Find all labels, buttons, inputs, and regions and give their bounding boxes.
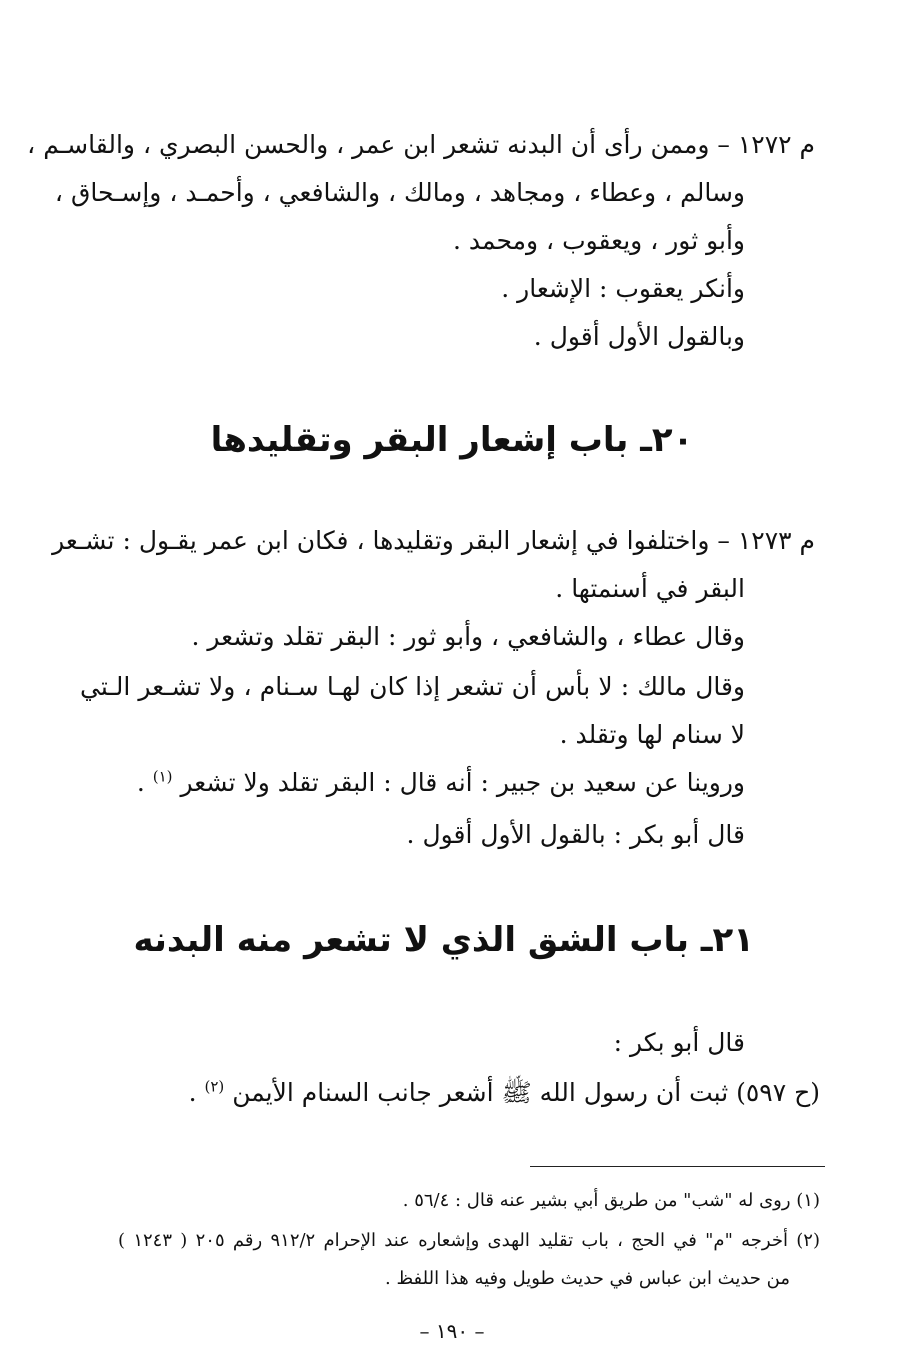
abu-bakr-intro: قال أبو بكر : [613,1028,745,1057]
masala-1273-line-1: م ١٢٧٣ – واختلفوا في إشعار البقر وتقليدها ، فكان ابن عمر يقـول : تشـعر [52,526,815,555]
footnote-2-line-1: (٢) أخرجه "م" في الحج ، باب تقليد الهدى وإشعاره عند الإحرام ٩١٢/٢ رقم ٢٠٥ ( ١٢٤٣ ) [118,1230,820,1251]
masala-1272-line-3: وأبو ثور ، ويعقوب ، ومحمد . [453,226,745,255]
masala-1273-line-2: البقر في أسنمتها . [555,574,745,603]
masala-1272-line-4: وأنكر يعقوب : الإشعار . [501,274,745,303]
masala-1273-line-5: لا سنام لها وتقلد . [559,720,745,749]
masala-1273-line-3: وقال عطاء ، والشافعي ، وأبو ثور : البقر تقلد وتشعر . [191,622,745,651]
footnote-2-line-2: من حديث ابن عباس في حديث طويل وفيه هذا اللفظ . [385,1268,790,1289]
footnote-separator [530,1166,825,1167]
hadith-597 [100,1076,820,1110]
masala-1273-line-4: وقال مالك : لا بأس أن تشعر إذا كان لهـا سـنام ، ولا تشـعر الـتي [80,672,745,701]
hadith-597-text: (ح ٥٩٧) ثبت أن رسول الله ﷺ أشعر جانب السنام الأيمن [232,1078,820,1107]
footnote-ref-1: (١) [152,767,173,786]
masala-1272-line-1: م ١٢٧٢ – وممن رأى أن البدنه تشعر ابن عمر ، والحسن البصري ، والقاسـم ، [27,130,815,159]
chapter-heading-21: ٢١ـ باب الشق الذي لا تشعر منه البدنه [133,920,754,960]
footnote-ref-2: (٢) [204,1077,225,1096]
masala-1273-line-6 [100,766,745,800]
chapter-heading-20: ٢٠ـ باب إشعار البقر وتقليدها [210,420,694,460]
masala-1272-line-5: وبالقول الأول أقول . [533,322,745,351]
line-end-period: . [136,768,145,797]
page-number: – ١٩٠ – [419,1319,485,1343]
footnote-1: (١) روى له "شب" من طريق أبي بشير عنه قال : ٥٦/٤ . [402,1190,820,1211]
masala-1272-line-2: وسالم ، وعطاء ، ومجاهد ، ومالك ، والشافعي ، وأحمـد ، وإسـحاق ، [54,178,745,207]
line-end-period: . [188,1078,197,1107]
masala-1273-line-6-text: وروينا عن سعيد بن جبير : أنه قال : البقر تقلد ولا تشعر [180,768,745,797]
masala-1273-line-7: قال أبو بكر : بالقول الأول أقول . [406,820,745,849]
